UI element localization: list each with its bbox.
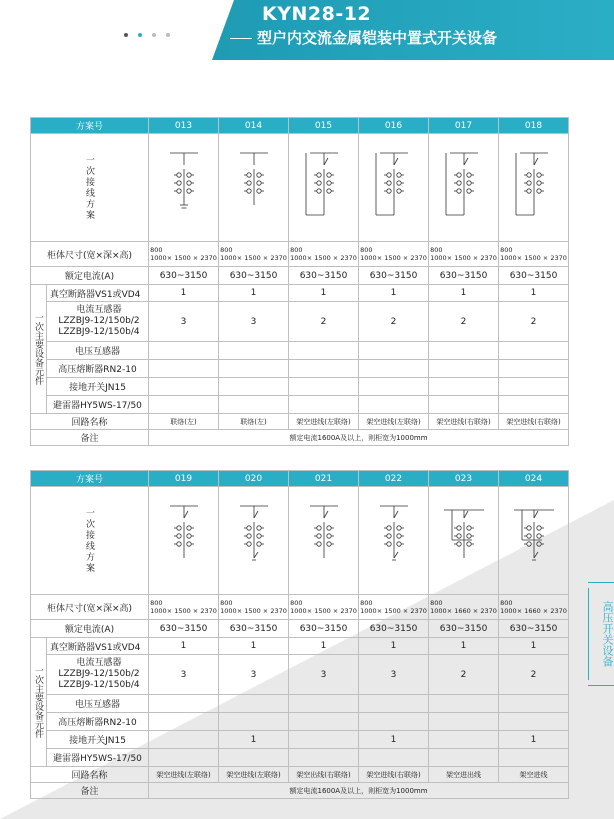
size-value: [430, 599, 447, 615]
earth-switch-qty: [149, 378, 219, 396]
vt-qty: [429, 695, 499, 713]
size-label: 柜体尺寸(宽×深×高): [31, 595, 149, 620]
arrester-qty: [219, 396, 289, 414]
rated-current-value: 630~3150: [219, 620, 289, 638]
arrester-qty: [219, 749, 289, 767]
arrester-qty: [289, 749, 359, 767]
single-line-diagram-icon: [294, 496, 354, 586]
rated-current-value: 630~3150: [429, 620, 499, 638]
arrester-qty: [499, 396, 569, 414]
rated-current-value: 630~3150: [219, 267, 289, 285]
ct-row: [31, 302, 569, 342]
size-cell: [499, 242, 569, 267]
wiring-label-cell: [31, 134, 149, 242]
depth-height: × 1500 × 2370: [376, 253, 427, 262]
size-value: [290, 246, 307, 262]
wiring-diagram: [149, 134, 219, 242]
single-line-diagram-icon: [364, 143, 424, 233]
arrester-qty: [289, 396, 359, 414]
wiring-row: [31, 487, 569, 595]
width-option: 1000: [500, 253, 517, 262]
vt-qty: [359, 695, 429, 713]
earth-switch-row: [31, 378, 569, 396]
earth-switch-qty: [289, 731, 359, 749]
earth-switch-qty: [359, 378, 429, 396]
width-option: 800: [430, 598, 443, 607]
arrester-label: 避雷器HY5WS-17/50: [47, 749, 149, 767]
circuit-name: 架空进线: [499, 767, 569, 783]
depth-height: × 1500 × 2370: [236, 253, 287, 262]
width-option: 1000: [150, 253, 167, 262]
subtitle-rule: [230, 38, 252, 39]
rated-current-value: 630~3150: [149, 620, 219, 638]
wiring-diagram: [219, 487, 289, 595]
earth-switch-label: 接地开关JN15: [47, 378, 149, 396]
arrester-qty: [429, 749, 499, 767]
vcb-label: 真空断路器VS1或VD4: [47, 638, 149, 655]
ct-qty: 2: [499, 302, 569, 342]
depth-height: × 1500 × 2370: [446, 253, 497, 262]
fuse-qty: [149, 713, 219, 731]
rated-current-label: 额定电流(A): [31, 620, 149, 638]
size-value: [150, 246, 167, 262]
circuit-row: [31, 767, 569, 783]
circuit-name: 架空进线(右联络): [499, 414, 569, 430]
page-title: KYN28-12: [262, 3, 372, 25]
wiring-diagram: [359, 134, 429, 242]
size-value: [360, 599, 377, 615]
remark-text: 额定电流1600A及以上，则柜宽为1000mm: [149, 783, 569, 799]
wiring-diagram: [359, 487, 429, 595]
earth-switch-qty: [289, 378, 359, 396]
vt-row: [31, 695, 569, 713]
components-label: 一次主要设备元件: [33, 313, 43, 385]
ct-qty: 3: [149, 302, 219, 342]
scheme-row: [31, 471, 569, 487]
width-option: 1000: [220, 606, 237, 615]
depth-height: × 1500 × 2370: [516, 253, 567, 262]
vcb-qty: 1: [359, 638, 429, 655]
ct-qty: 2: [499, 655, 569, 695]
earth-switch-qty: 1: [359, 731, 429, 749]
scheme-number: 018: [499, 118, 569, 134]
size-cell: [219, 242, 289, 267]
rated-current-value: 630~3150: [289, 620, 359, 638]
wiring-row: [31, 134, 569, 242]
fuse-qty: [359, 713, 429, 731]
width-option: 800: [360, 245, 373, 254]
single-line-diagram-icon: [504, 143, 564, 233]
side-category-tab[interactable]: 高压开关设备: [588, 588, 614, 680]
vcb-row: [31, 285, 569, 302]
width-option: 800: [220, 245, 233, 254]
circuit-name: 架空出线(右联络): [289, 767, 359, 783]
fuse-row: [31, 713, 569, 731]
size-label: 柜体尺寸(宽×深×高): [31, 242, 149, 267]
ct-label-title: 电流互感器: [76, 658, 122, 668]
remark-text: 额定电流1600A及以上，则柜宽为1000mm: [149, 430, 569, 446]
depth-height: × 1500 × 2370: [236, 606, 287, 615]
vt-qty: [499, 695, 569, 713]
remark-label: 备注: [31, 430, 149, 446]
vt-qty: [219, 342, 289, 360]
single-line-diagram-icon: [154, 143, 214, 233]
size-value: [290, 599, 307, 615]
vcb-qty: 1: [499, 638, 569, 655]
single-line-diagram-icon: [504, 496, 564, 586]
size-value: [500, 246, 517, 262]
vt-qty: [499, 342, 569, 360]
vt-qty: [289, 342, 359, 360]
wiring-diagram: [289, 134, 359, 242]
earth-switch-qty: [149, 731, 219, 749]
page-dot-active: [138, 33, 142, 37]
vcb-qty: 1: [219, 285, 289, 302]
size-cell: [429, 242, 499, 267]
scheme-number: 024: [499, 471, 569, 487]
scheme-header: 方案号: [31, 118, 149, 134]
ct-qty: 2: [359, 302, 429, 342]
wiring-label: 一次接线方案: [84, 154, 94, 221]
fuse-qty: [429, 713, 499, 731]
wiring-label-cell: [31, 487, 149, 595]
depth-height: × 1500 × 2370: [306, 606, 357, 615]
single-line-diagram-icon: [434, 143, 494, 233]
size-cell: [289, 242, 359, 267]
page-subtitle: 型户内交流金属铠装中置式开关设备: [257, 29, 498, 47]
earth-switch-label: 接地开关JN15: [47, 731, 149, 749]
vt-label: 电压互感器: [47, 695, 149, 713]
fuse-qty: [499, 713, 569, 731]
ct-label-model: LZZBJ9-12/150b/2: [58, 316, 140, 326]
depth-height: × 1500 × 2370: [376, 606, 427, 615]
fuse-row: [31, 360, 569, 378]
scheme-number: 015: [289, 118, 359, 134]
wiring-diagram: [429, 134, 499, 242]
circuit-name: 架空进线(左联络): [359, 414, 429, 430]
vt-qty: [149, 342, 219, 360]
single-line-diagram-icon: [154, 496, 214, 586]
depth-height: × 1500 × 2370: [166, 253, 217, 262]
arrester-qty: [359, 749, 429, 767]
width-option: 1000: [360, 253, 377, 262]
width-option: 1000: [220, 253, 237, 262]
size-cell: [149, 595, 219, 620]
vt-qty: [219, 695, 289, 713]
width-option: 800: [500, 245, 513, 254]
ct-qty: 3: [359, 655, 429, 695]
circuit-row: [31, 414, 569, 430]
fuse-qty: [149, 360, 219, 378]
size-value: [220, 246, 237, 262]
single-line-diagram-icon: [364, 496, 424, 586]
scheme-number: 014: [219, 118, 289, 134]
depth-height: × 1660 × 2370: [516, 606, 567, 615]
size-cell: [499, 595, 569, 620]
ct-qty: 2: [429, 655, 499, 695]
width-option: 800: [150, 245, 163, 254]
circuit-name: 架空进线(右联络): [429, 414, 499, 430]
width-option: 800: [360, 598, 373, 607]
spec-table: [30, 470, 569, 799]
earth-switch-qty: [429, 378, 499, 396]
size-cell: [429, 595, 499, 620]
vcb-qty: 1: [429, 285, 499, 302]
earth-switch-qty: [219, 378, 289, 396]
width-option: 800: [290, 245, 303, 254]
scheme-number: 020: [219, 471, 289, 487]
earth-switch-qty: [499, 378, 569, 396]
ct-qty: 2: [429, 302, 499, 342]
vt-qty: [149, 695, 219, 713]
scheme-number: 022: [359, 471, 429, 487]
vt-label: 电压互感器: [47, 342, 149, 360]
ct-qty: 3: [219, 655, 289, 695]
width-option: 1000: [290, 606, 307, 615]
ct-qty: 2: [289, 302, 359, 342]
page-dot: [124, 33, 128, 37]
scheme-header: 方案号: [31, 471, 149, 487]
vt-qty: [359, 342, 429, 360]
ct-qty: 3: [219, 302, 289, 342]
ct-label: [47, 302, 149, 342]
arrester-qty: [149, 396, 219, 414]
arrester-row: [31, 749, 569, 767]
earth-switch-row: [31, 731, 569, 749]
circuit-name: 架空进线(左联络): [219, 767, 289, 783]
width-option: 1000: [430, 253, 447, 262]
scheme-number: 021: [289, 471, 359, 487]
wiring-label: 一次接线方案: [84, 507, 94, 574]
earth-switch-qty: 1: [219, 731, 289, 749]
size-cell: [359, 242, 429, 267]
vcb-qty: 1: [499, 285, 569, 302]
rated-current-value: 630~3150: [429, 267, 499, 285]
wiring-diagram: [499, 487, 569, 595]
circuit-label: 回路名称: [31, 767, 149, 783]
components-label-cell: [31, 638, 47, 767]
vcb-qty: 1: [289, 638, 359, 655]
remark-row: [31, 430, 569, 446]
vt-qty: [289, 695, 359, 713]
scheme-number: 017: [429, 118, 499, 134]
size-cell: [289, 595, 359, 620]
width-option: 800: [290, 598, 303, 607]
fuse-qty: [499, 360, 569, 378]
width-option: 800: [500, 598, 513, 607]
vcb-qty: 1: [149, 638, 219, 655]
ct-label-title: 电流互感器: [76, 305, 122, 315]
ct-label: [47, 655, 149, 695]
arrester-qty: [359, 396, 429, 414]
components-label: 一次主要设备元件: [33, 666, 43, 738]
vcb-qty: 1: [219, 638, 289, 655]
remark-row: [31, 783, 569, 799]
size-value: [150, 599, 167, 615]
circuit-name: 架空进线(左联络): [149, 767, 219, 783]
arrester-qty: [429, 396, 499, 414]
ct-label-model: LZZBJ9-12/150b/4: [58, 680, 140, 690]
circuit-label: 回路名称: [31, 414, 149, 430]
rated-current-label: 额定电流(A): [31, 267, 149, 285]
page-dot: [166, 33, 170, 37]
size-cell: [359, 595, 429, 620]
vcb-qty: 1: [149, 285, 219, 302]
width-option: 800: [430, 245, 443, 254]
wiring-diagram: [429, 487, 499, 595]
rated-current-value: 630~3150: [499, 620, 569, 638]
vcb-qty: 1: [289, 285, 359, 302]
vt-qty: [429, 342, 499, 360]
scheme-number: 013: [149, 118, 219, 134]
vcb-label: 真空断路器VS1或VD4: [47, 285, 149, 302]
size-value: [430, 246, 447, 262]
circuit-name: 架空进线(左联络): [289, 414, 359, 430]
width-option: 1000: [430, 606, 447, 615]
wiring-diagram: [219, 134, 289, 242]
vcb-qty: 1: [429, 638, 499, 655]
size-value: [220, 599, 237, 615]
earth-switch-qty: [429, 731, 499, 749]
vcb-qty: 1: [359, 285, 429, 302]
size-value: [500, 599, 517, 615]
fuse-qty: [359, 360, 429, 378]
arrester-label: 避雷器HY5WS-17/50: [47, 396, 149, 414]
size-row: [31, 595, 569, 620]
vcb-row: [31, 638, 569, 655]
size-value: [360, 246, 377, 262]
scheme-number: 016: [359, 118, 429, 134]
width-option: 800: [220, 598, 233, 607]
width-option: 1000: [500, 606, 517, 615]
scheme-row: [31, 118, 569, 134]
fuse-qty: [289, 713, 359, 731]
circuit-name: 架空进出线: [429, 767, 499, 783]
wiring-diagram: [149, 487, 219, 595]
circuit-name: 联络(左): [149, 414, 219, 430]
rated-current-value: 630~3150: [499, 267, 569, 285]
spec-table: [30, 117, 569, 446]
ct-label-model: LZZBJ9-12/150b/4: [58, 327, 140, 337]
ct-label-model: LZZBJ9-12/150b/2: [58, 669, 140, 679]
single-line-diagram-icon: [434, 496, 494, 586]
width-option: 800: [150, 598, 163, 607]
vt-row: [31, 342, 569, 360]
circuit-name: 架空进线(右联络): [359, 767, 429, 783]
depth-height: × 1500 × 2370: [166, 606, 217, 615]
single-line-diagram-icon: [224, 496, 284, 586]
size-cell: [149, 242, 219, 267]
rated-current-value: 630~3150: [149, 267, 219, 285]
rated-current-row: [31, 267, 569, 285]
fuse-label: 高压熔断器RN2-10: [47, 713, 149, 731]
ct-qty: 3: [149, 655, 219, 695]
arrester-qty: [149, 749, 219, 767]
fuse-qty: [289, 360, 359, 378]
size-row: [31, 242, 569, 267]
circuit-name: 联络(左): [219, 414, 289, 430]
remark-label: 备注: [31, 783, 149, 799]
depth-height: × 1660 × 2370: [446, 606, 497, 615]
fuse-qty: [429, 360, 499, 378]
scheme-number: 023: [429, 471, 499, 487]
fuse-qty: [219, 360, 289, 378]
ct-qty: 3: [289, 655, 359, 695]
width-option: 1000: [290, 253, 307, 262]
rated-current-value: 630~3150: [359, 267, 429, 285]
rated-current-value: 630~3150: [359, 620, 429, 638]
rated-current-value: 630~3150: [289, 267, 359, 285]
single-line-diagram-icon: [294, 143, 354, 233]
page-dot: [152, 33, 156, 37]
size-cell: [219, 595, 289, 620]
width-option: 1000: [360, 606, 377, 615]
rated-current-row: [31, 620, 569, 638]
scheme-number: 019: [149, 471, 219, 487]
page-indicator: [124, 33, 170, 37]
fuse-label: 高压熔断器RN2-10: [47, 360, 149, 378]
width-option: 1000: [150, 606, 167, 615]
arrester-qty: [499, 749, 569, 767]
depth-height: × 1500 × 2370: [306, 253, 357, 262]
single-line-diagram-icon: [224, 143, 284, 233]
fuse-qty: [219, 713, 289, 731]
components-label-cell: [31, 285, 47, 414]
wiring-diagram: [289, 487, 359, 595]
ct-row: [31, 655, 569, 695]
earth-switch-qty: 1: [499, 731, 569, 749]
wiring-diagram: [499, 134, 569, 242]
arrester-row: [31, 396, 569, 414]
